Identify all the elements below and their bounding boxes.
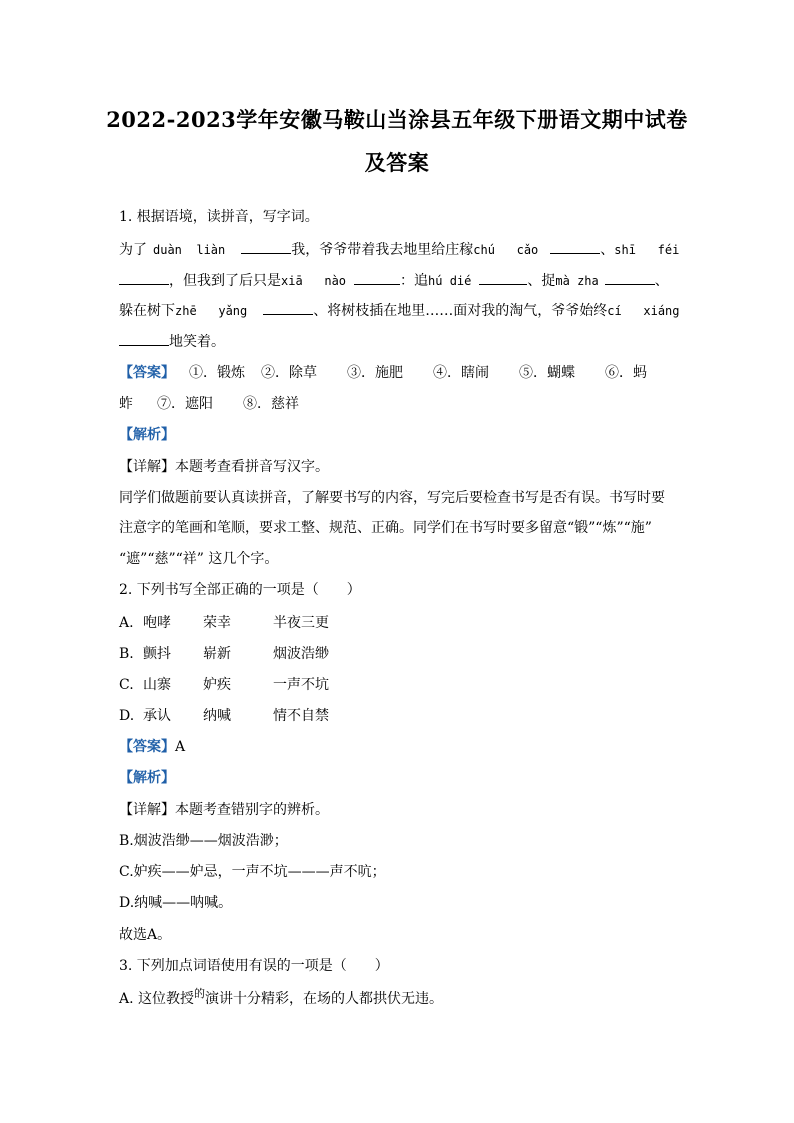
q1-answer-item: ③．施肥 [347,365,403,381]
q1-line1 [119,239,679,260]
q2-option-c[interactable] [119,675,679,695]
q1-blank-8[interactable] [119,331,169,346]
q1-l3-text-a: 躲在树下 [119,303,175,319]
q2-option-label: D. [119,708,135,724]
q1-blank-3[interactable] [119,270,169,285]
q1-pinyin-2: chú cǎo [473,243,539,257]
q2-option-word: 情不自禁 [273,708,329,724]
q2-option-label: A. [119,615,134,631]
q2-option-word: 承认 [143,708,171,724]
q1-pinyin-6: mà zha [555,274,599,288]
q2-stem: 2. 下列书写全部正确的一项是（ ） [119,582,361,598]
q2-option-label: C. [119,677,134,693]
q2-option-b[interactable] [119,644,679,664]
q2-answer-value: A [175,739,186,755]
q2-explain-d: D.纳喊——呐喊。 [119,895,233,911]
q1-l2-text-c: 、捉 [527,273,556,289]
q2-option-word: 妒疾 [203,677,231,693]
q1-pinyin-4: xiā nào [281,274,347,288]
q3-option-a-pre: A. 这位教授 [119,991,195,1007]
q1-answer-item: ⑦．遮阳 [157,396,213,412]
q2-explain-c: C.妒疾——妒忌，一声不坑———声不吭； [119,864,386,880]
q1-answer-row2 [119,394,679,414]
q3-option-a[interactable] [119,989,679,1010]
q1-explanation-3: “遮”“慈”“祥” 这几个字。 [119,551,279,567]
q1-explanation-2: 注意字的笔画和笔顺，要求工整、规范、正确。同学们在书写时要多留意“锻”“炼”“施” [119,520,652,536]
q1-l2-text-a: ，但我到了后只是 [169,273,281,289]
q1-pinyin-7: zhē yǎng [175,304,248,318]
q1-answer-label: 【答案】 [119,365,175,381]
q2-option-d[interactable] [119,706,679,726]
q2-conclusion: 故选A。 [119,927,172,943]
q1-answer-item: 蚱 [119,396,133,412]
q1-answer-item: ⑤．蝴蝶 [519,365,575,381]
q2-answer [119,737,679,757]
q1-answer-item: ④．瞎闹 [433,365,489,381]
q2-option-word: 荣幸 [203,615,231,631]
q2-option-word: 咆哮 [143,615,171,631]
q2-option-a[interactable] [119,613,679,633]
q1-pinyin-1: duàn liàn [153,243,226,257]
q1-line4 [119,331,679,352]
q2-detail: 【详解】本题考查错别字的辨析。 [119,802,329,818]
q2-option-label: B. [119,646,134,662]
q2-option-word: 半夜三更 [273,615,329,631]
q2-option-word: 烟波浩缈 [273,646,329,662]
q1-line3 [119,300,679,321]
q3-option-a-sup: 的 [194,987,206,1000]
q1-answer-item: ①．锻炼 [189,365,245,381]
q1-line2 [119,270,679,291]
q1-detail: 【详解】本题考查看拼音写汉字。 [119,459,329,475]
q2-option-word: 一声不坑 [273,677,329,693]
q2-option-word: 纳喊 [203,708,231,724]
q1-blank-6[interactable] [605,270,655,285]
q1-l2-text-d: 、 [654,273,669,289]
q1-l4-text-a: 地笑着。 [169,334,225,350]
q2-option-word: 颤抖 [143,646,171,662]
q3-stem: 3. 下列加点词语使用有误的一项是（ ） [119,958,389,974]
q2-option-word: 山寨 [143,677,171,693]
q1-blank-5[interactable] [479,270,527,285]
q1-answer-item: ⑥．蚂 [605,365,647,381]
q1-l1-text-b: 我，爷爷带着我去地里给庄稼 [291,242,474,258]
q1-pinyin-8: cí xiáng [607,304,680,318]
q1-blank-4[interactable] [354,270,400,285]
q1-l2-text-b: ：追 [400,273,429,289]
q1-answer-item: ⑧．慈祥 [243,396,299,412]
q1-explanation-1: 同学们做题前要认真读拼音，了解要书写的内容，写完后要检查书写是否有误。书写时要 [119,490,665,506]
q1-pinyin-5: hú dié [428,274,472,288]
q1-answer-row1 [119,363,679,383]
q1-answer-item: ②．除草 [261,365,317,381]
q1-blank-7[interactable] [263,300,313,315]
q1-blank-1[interactable] [241,239,291,254]
q2-answer-label: 【答案】 [119,739,175,755]
q2-analysis-label: 【解析】 [119,770,175,786]
q2-option-word: 崭新 [203,646,231,662]
q1-pinyin-3: shī féi [614,243,680,257]
q1-l1-text-c: 、 [600,242,615,258]
exam-title-line1: 2022-2023学年安徽马鞍山当涂县五年级下册语文期中试卷 [106,107,688,132]
q1-stem: 1. 根据语境，读拼音，写字词。 [119,209,319,225]
q1-l3-text-b: 、将树枝插在地里……面对我的淘气，爷爷始终 [313,303,608,319]
exam-title-line2: 及答案 [364,150,430,175]
q1-analysis-label: 【解析】 [119,427,175,443]
q1-l1-text-a: 为了 [119,242,147,258]
q2-explain-b: B.烟波浩缈——烟波浩渺； [119,833,288,849]
q3-option-a-post: 演讲十分精彩，在场的人都拱伏无违。 [205,991,444,1007]
q1-blank-2[interactable] [550,239,600,254]
